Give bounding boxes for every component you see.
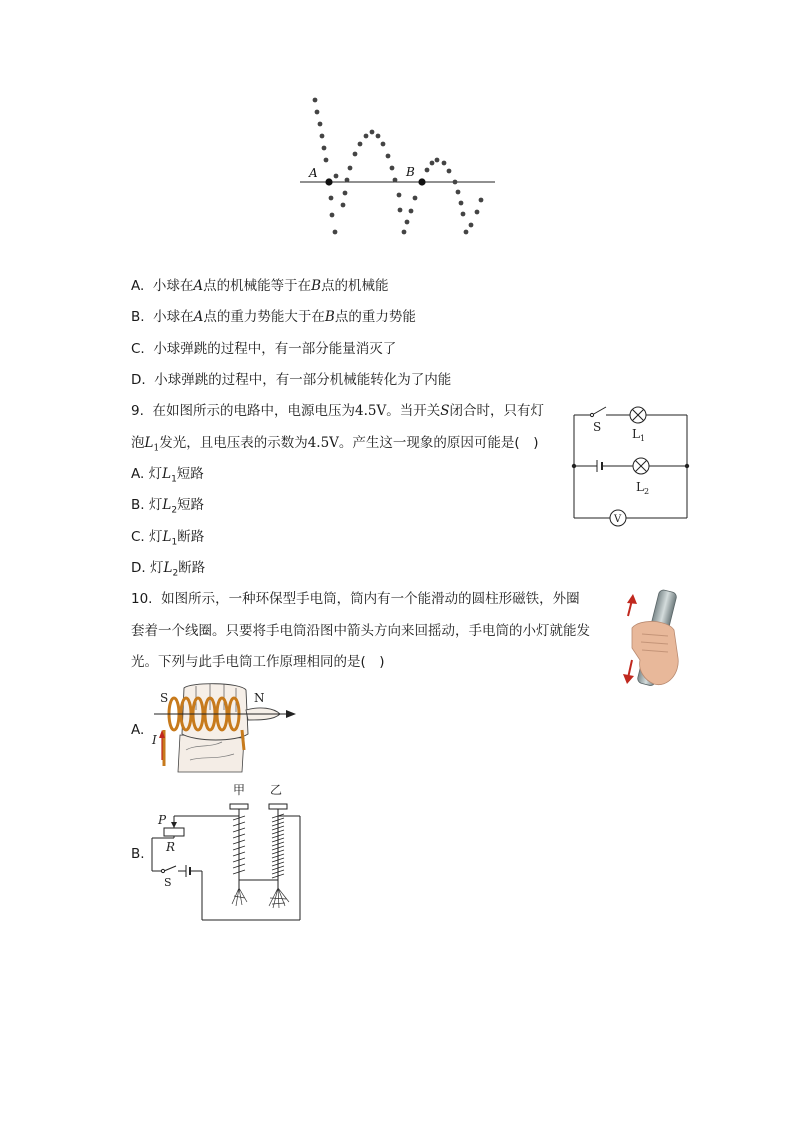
attracted-pins-yi bbox=[269, 888, 289, 908]
q8-option-d[interactable]: D. 小球弹跳的过程中，有一部分机械能转化为了内能 bbox=[131, 372, 452, 388]
q8-option-c[interactable]: C. 小球弹跳的过程中，有一部分能量消灭了 bbox=[131, 341, 397, 357]
wrist-arm bbox=[178, 735, 244, 772]
q9-option-c[interactable]: C. 灯$L_1$断路 bbox=[131, 529, 205, 548]
current-label: I bbox=[152, 733, 157, 747]
q10-stem-line-1: 10. 如图所示，一种环保型手电筒，筒内有一个能滑动的圆柱形磁铁，外圈 bbox=[131, 591, 580, 607]
q10-option-b-letter[interactable]: B. bbox=[131, 846, 145, 862]
q9-option-b[interactable]: B. 灯$L_2$短路 bbox=[131, 497, 205, 516]
q10-option-b-figure[interactable] bbox=[148, 778, 308, 926]
q8-option-b[interactable]: B. 小球在A点的重力势能大于在B点的重力势能 bbox=[131, 309, 416, 325]
lamp-l2-label: $L_2$ bbox=[636, 480, 650, 496]
slider-p-label: P bbox=[158, 813, 167, 827]
north-label: N bbox=[254, 691, 265, 705]
q9-stem-line-2: 泡$L_1$发光，且电压表的示数为4.5V。产生这一现象的原因可能是( ) bbox=[131, 435, 539, 454]
voltmeter-label: V bbox=[614, 514, 622, 525]
point-b-label: B bbox=[406, 165, 415, 179]
electromagnet-jia-label: 甲 bbox=[233, 783, 246, 797]
attracted-pins-jia bbox=[232, 888, 247, 906]
point-b-dot bbox=[418, 178, 425, 185]
point-a-label: A bbox=[309, 166, 318, 180]
ball-trail bbox=[313, 98, 484, 235]
switch-lever bbox=[592, 407, 606, 415]
switch-lever-b bbox=[164, 866, 176, 871]
q10-option-a-figure[interactable] bbox=[150, 680, 300, 775]
electromagnet-yi-label: 乙 bbox=[270, 783, 283, 797]
bouncing-ball-figure bbox=[295, 92, 500, 242]
flashlight-hand-figure bbox=[618, 588, 693, 693]
q8-option-a[interactable]: A. 小球在A点的机械能等于在B点的机械能 bbox=[131, 278, 389, 294]
south-label: S bbox=[160, 691, 169, 705]
rheostat bbox=[164, 828, 184, 836]
switch-s-label: S bbox=[164, 876, 172, 889]
point-a-dot bbox=[325, 178, 332, 185]
switch-label: S bbox=[593, 420, 602, 434]
lamp-l1-label: $L_1$ bbox=[632, 427, 646, 443]
q10-option-a-letter[interactable]: A. bbox=[131, 722, 145, 738]
q9-stem-line-1: 9. 在如图所示的电路中，电源电压为4.5V。当开关S闭合时，只有灯 bbox=[131, 403, 544, 419]
q9-option-d[interactable]: D. 灯$L_2$断路 bbox=[131, 560, 206, 579]
q10-stem-line-2: 套着一个线圈。只要将手电筒沿图中箭头方向来回摇动，手电筒的小灯就能发 bbox=[131, 623, 590, 639]
q9-circuit-diagram bbox=[566, 400, 696, 533]
q9-option-a[interactable]: A. 灯$L_1$短路 bbox=[131, 466, 204, 485]
rheostat-r-label: R bbox=[166, 840, 176, 854]
q10-stem-line-3: 光。下列与此手电筒工作原理相同的是( ) bbox=[131, 654, 385, 670]
